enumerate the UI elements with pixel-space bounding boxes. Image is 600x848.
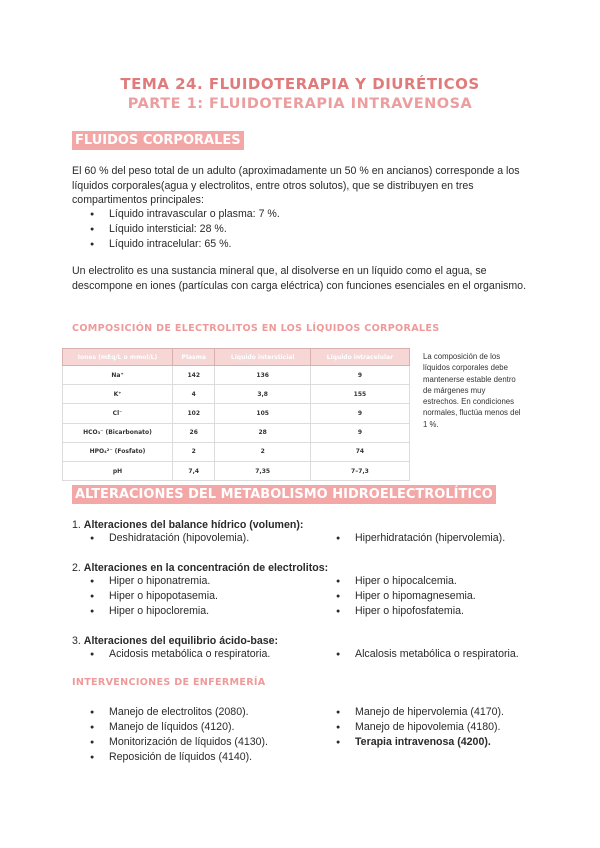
list-item: ● Reposición de líquidos (4140). [90, 750, 268, 765]
table-cell: 7–7,3 [310, 461, 409, 480]
table-cell: 105 [215, 404, 310, 423]
column-header: Líquido intersticial [215, 349, 310, 366]
list-item: ● Acidosis metabólica o respiratoria. [90, 647, 270, 662]
compartments-list [90, 207, 280, 252]
side-note: La composición de los líquidos corporales debe mantenerse estable dentro de márgenes muy estrechos. En condiciones normales, fluctúa menos del 1 %. [423, 352, 521, 429]
list-item: ● Manejo de líquidos (4120). [90, 720, 268, 735]
acido-base-list-left [90, 647, 270, 662]
table-cell: 155 [310, 385, 409, 404]
table-row [63, 461, 410, 480]
column-header: Plasma [173, 349, 215, 366]
column-header: Iones (mEq/L o mmol/L) [63, 349, 173, 366]
table-cell: 102 [173, 404, 215, 423]
list-item: ● Hiper o hiponatremia. [90, 574, 218, 589]
list-item: ● Monitorización de líquidos (4130). [90, 735, 268, 750]
table-header-row [63, 349, 410, 366]
list-item: ● Líquido intracelular: 65 %. [90, 237, 280, 252]
list-item: ● Hiper o hipocalcemia. [336, 574, 476, 589]
electrolyte-table [62, 348, 410, 481]
interventions-list-right [336, 705, 504, 750]
list-item: ● Manejo de hipervolemia (4170). [336, 705, 504, 720]
list-item: ● Terapia intravenosa (4200). [336, 735, 504, 750]
table-cell: HCO₃⁻ (Bicarbonato) [63, 423, 173, 442]
table-cell: 26 [173, 423, 215, 442]
section-heading-fluidos: FLUIDOS CORPORALES [72, 131, 244, 150]
document-title: TEMA 24. FLUIDOTERAPIA Y DIURÉTICOS [120, 75, 480, 93]
group-heading-volumen: 1. Alteraciones del balance hídrico (volumen): [72, 519, 304, 531]
list-item: ● Hiper o hipomagnesemia. [336, 589, 476, 604]
list-item: ● Manejo de hipovolemia (4180). [336, 720, 504, 735]
table-cell: 142 [173, 366, 215, 385]
volumen-list-right [336, 531, 505, 546]
group-heading-electrolitos: 2. Alteraciones en la concentración de electrolitos: [72, 562, 329, 574]
table-row [63, 423, 410, 442]
table-row [63, 404, 410, 423]
acido-base-list-right [336, 647, 519, 662]
table-row [63, 366, 410, 385]
table-cell: 9 [310, 404, 409, 423]
table-row [63, 442, 410, 461]
table-cell: pH [63, 461, 173, 480]
subheading-composicion: COMPOSICIÓN DE ELECTROLITOS EN LOS LÍQUIDOS CORPORALES [72, 323, 440, 334]
table-cell: 136 [215, 366, 310, 385]
table-cell: Cl⁻ [63, 404, 173, 423]
table-cell: 74 [310, 442, 409, 461]
list-item: ● Alcalosis metabólica o respiratoria. [336, 647, 519, 662]
section-heading-alteraciones: ALTERACIONES DEL METABOLISMO HIDROELECTROLÍTICO [72, 485, 496, 504]
list-item: ● Hiper o hipocloremia. [90, 604, 218, 619]
table-cell: Na⁺ [63, 366, 173, 385]
volumen-list-left [90, 531, 249, 546]
table-cell: 3,8 [215, 385, 310, 404]
table-cell: 28 [215, 423, 310, 442]
table-cell: 9 [310, 366, 409, 385]
list-item: ● Deshidratación (hipovolemia). [90, 531, 249, 546]
interventions-list-left [90, 705, 268, 765]
table-cell: 2 [173, 442, 215, 461]
column-header: Líquido intracelular [310, 349, 409, 366]
table-cell: HPO₄²⁻ (Fosfato) [63, 442, 173, 461]
document-subtitle: PARTE 1: FLUIDOTERAPIA INTRAVENOSA [127, 96, 473, 112]
table-cell: K⁺ [63, 385, 173, 404]
table-cell: 7,35 [215, 461, 310, 480]
subheading-intervenciones: INTERVENCIONES DE ENFERMERÍA [72, 677, 266, 688]
table-cell: 7,4 [173, 461, 215, 480]
list-item: ● Manejo de electrolitos (2080). [90, 705, 268, 720]
intro-paragraph: El 60 % del peso total de un adulto (aproximadamente un 50 % en ancianos) corresponde a los líquidos corporales(agua y electrolitos, entre otros solutos), que se distribuyen en tres compartimentos principales: [72, 165, 520, 207]
list-item: ● Hiperhidratación (hipervolemia). [336, 531, 505, 546]
electrolitos-list-right [336, 574, 476, 619]
table-cell: 2 [215, 442, 310, 461]
list-item: ● Líquido intersticial: 28 %. [90, 222, 280, 237]
group-heading-acido-base: 3. Alteraciones del equilibrio ácido-base: [72, 635, 279, 647]
electrolitos-list-left [90, 574, 218, 619]
table-cell: 4 [173, 385, 215, 404]
electrolyte-paragraph: Un electrolito es una sustancia mineral que, al disolverse en un líquido como el agua, se descompone en iones (partículas con carga eléctrica) con funciones esenciales en el organismo. [72, 265, 527, 292]
list-item: ● Hiper o hipofosfatemia. [336, 604, 476, 619]
table-cell: 9 [310, 423, 409, 442]
list-item: ● Líquido intravascular o plasma: 7 %. [90, 207, 280, 222]
table-row [63, 385, 410, 404]
list-item: ● Hiper o hipopotasemia. [90, 589, 218, 604]
